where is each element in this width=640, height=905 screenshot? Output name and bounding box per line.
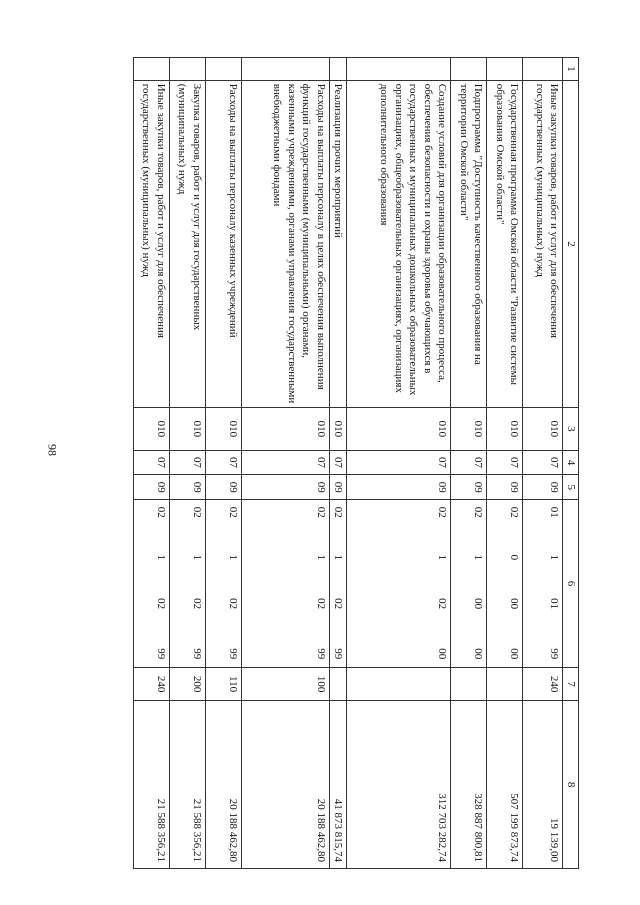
target-article-code (547, 500, 562, 667)
section-code-cell: 07 (205, 450, 241, 475)
target-article-cell (169, 500, 205, 668)
header-col-3: 3 (563, 408, 579, 450)
expense-type-cell: 100 (241, 667, 329, 701)
expense-type-cell: 240 (523, 667, 563, 701)
expense-type-cell: 110 (205, 667, 241, 701)
table-row (487, 58, 523, 869)
target-article-cell (205, 500, 241, 668)
target-article-part: 02 (436, 506, 449, 518)
row-number-cell (169, 58, 205, 81)
target-article-part: 1 (332, 554, 345, 561)
section-code-cell: 07 (523, 450, 563, 475)
target-article-part: 1 (314, 554, 327, 561)
subsection-code-cell: 09 (329, 475, 347, 500)
header-row (563, 58, 579, 869)
amount-value: 21 588 356,21 (190, 798, 203, 862)
amount-value: 21 588 356,21 (154, 798, 167, 862)
header-col-7: 7 (563, 667, 579, 701)
amount-value: 20 188 462,80 (314, 798, 327, 862)
item-name-cell: Иные закупки товаров, работ и услуг для обеспечения государственных (муниципальных) нужд (523, 80, 563, 408)
target-article-part: 00 (436, 648, 449, 660)
target-article-code (153, 500, 168, 667)
amount-value: 41 873 815,74 (332, 798, 345, 862)
row-number-cell (241, 58, 329, 81)
grbs-code-cell: 010 (169, 408, 205, 450)
target-article-part: 02 (436, 598, 449, 610)
grbs-code-cell: 010 (451, 408, 487, 450)
target-article-code (225, 500, 240, 667)
amount-value: 312 703 282,74 (436, 793, 449, 862)
header-col-5: 5 (563, 475, 579, 500)
target-article-cell (241, 500, 329, 668)
item-name-cell: Подпрограмма "Доступность качественного образования на территории Омской области" (451, 80, 487, 408)
header-col-1: 1 (563, 58, 579, 81)
row-number-cell (347, 58, 451, 81)
expense-type-cell: 200 (169, 667, 205, 701)
target-article-part: 02 (314, 506, 327, 518)
amount-cell (133, 701, 169, 869)
expense-type-cell (487, 667, 523, 701)
target-article-part: 1 (154, 554, 167, 561)
table-row (133, 58, 169, 869)
subsection-code-cell: 09 (451, 475, 487, 500)
expense-type-cell: 240 (133, 667, 169, 701)
table-row (523, 58, 563, 869)
amount-cell (329, 701, 347, 869)
subsection-code-cell: 09 (241, 475, 329, 500)
row-number-cell (133, 58, 169, 81)
budget-table-sheet (72, 57, 579, 869)
target-article-part: 1 (226, 554, 239, 561)
row-number-cell (205, 58, 241, 81)
row-number-cell (523, 58, 563, 81)
target-article-part: 02 (332, 598, 345, 610)
header-col-6: 6 (563, 500, 579, 668)
section-code-cell: 07 (329, 450, 347, 475)
target-article-part: 1 (472, 554, 485, 561)
target-article-part: 02 (154, 598, 167, 610)
row-number-cell (329, 58, 347, 81)
table-row (169, 58, 205, 869)
item-name-cell: Реализация прочих мероприятий (329, 80, 347, 408)
target-article-cell (523, 500, 563, 668)
target-article-part: 02 (332, 506, 345, 518)
subsection-code-cell: 09 (487, 475, 523, 500)
target-article-part: 02 (190, 598, 203, 610)
target-article-part: 99 (154, 648, 167, 660)
section-code-cell: 07 (487, 450, 523, 475)
header-col-4: 4 (563, 450, 579, 475)
target-article-code (507, 500, 522, 667)
amount-cell (169, 701, 205, 869)
target-article-part: 02 (508, 506, 521, 518)
target-article-part: 99 (226, 648, 239, 660)
subsection-code-cell: 09 (205, 475, 241, 500)
target-article-part: 99 (314, 648, 327, 660)
budget-table-body (133, 58, 578, 869)
grbs-code-cell: 010 (487, 408, 523, 450)
item-name-cell: Государственная программа Омской области "Развитие системы образования Омской области" (487, 80, 523, 408)
target-article-part: 1 (436, 554, 449, 561)
item-name-cell: Иные закупки товаров, работ и услуг для обеспечения государственных (муниципальных) нужд (133, 80, 169, 408)
row-number-cell (451, 58, 487, 81)
amount-cell (241, 701, 329, 869)
item-name-cell: Расходы на выплаты персоналу казенных учреждений (205, 80, 241, 408)
grbs-code-cell: 010 (133, 408, 169, 450)
amount-value: 19 139,00 (548, 818, 561, 862)
subsection-code-cell: 09 (169, 475, 205, 500)
section-code-cell: 07 (169, 450, 205, 475)
target-article-part: 02 (190, 506, 203, 518)
row-number-cell (487, 58, 523, 81)
target-article-part: 1 (548, 554, 561, 561)
target-article-part: 00 (508, 648, 521, 660)
target-article-part: 99 (332, 648, 345, 660)
table-row (347, 58, 451, 869)
section-code-cell: 07 (347, 450, 451, 475)
target-article-part: 0 (508, 554, 521, 561)
target-article-part: 1 (190, 554, 203, 561)
subsection-code-cell: 09 (347, 475, 451, 500)
budget-table (133, 57, 579, 869)
expense-type-cell (347, 667, 451, 701)
target-article-part: 01 (548, 506, 561, 518)
amount-cell (523, 701, 563, 869)
target-article-part: 00 (508, 598, 521, 610)
table-row (451, 58, 487, 869)
target-article-code (313, 500, 328, 667)
section-code-cell: 07 (133, 450, 169, 475)
target-article-code (435, 500, 450, 667)
grbs-code-cell: 010 (241, 408, 329, 450)
amount-value: 328 887 800,81 (472, 793, 485, 862)
header-col-8: 8 (563, 701, 579, 869)
page-number: 98 (45, 444, 60, 456)
target-article-part: 02 (154, 506, 167, 518)
target-article-part: 99 (548, 648, 561, 660)
target-article-part: 02 (314, 598, 327, 610)
target-article-part: 02 (226, 598, 239, 610)
item-name-cell: Закупка товаров, работ и услуг для государственных (муниципальных) нужд (169, 80, 205, 408)
expense-type-cell (451, 667, 487, 701)
target-article-cell (133, 500, 169, 668)
table-row (329, 58, 347, 869)
subsection-code-cell: 09 (133, 475, 169, 500)
target-article-cell (487, 500, 523, 668)
target-article-part: 02 (226, 506, 239, 518)
grbs-code-cell: 010 (329, 408, 347, 450)
amount-cell (205, 701, 241, 869)
table-row (205, 58, 241, 869)
target-article-cell (451, 500, 487, 668)
expense-type-cell (329, 667, 347, 701)
item-name-cell: Создание условий для организации образовательного процесса, обеспечения безопасности и охраны здоровья обучающихся в государственных и муниципальных дошкольных образовательных организациях, общеобразовательных организациях, организациях дополнительного образования (347, 80, 451, 408)
section-code-cell: 07 (451, 450, 487, 475)
section-code-cell: 07 (241, 450, 329, 475)
target-article-part: 02 (472, 506, 485, 518)
target-article-part: 00 (472, 598, 485, 610)
amount-cell (487, 701, 523, 869)
target-article-part: 99 (190, 648, 203, 660)
target-article-code (471, 500, 486, 667)
amount-cell (347, 701, 451, 869)
table-row (241, 58, 329, 869)
target-article-part: 01 (548, 598, 561, 610)
amount-value: 20 188 462,80 (226, 798, 239, 862)
amount-value: 507 199 873,74 (508, 793, 521, 862)
target-article-cell (329, 500, 347, 668)
grbs-code-cell: 010 (347, 408, 451, 450)
target-article-code (331, 500, 346, 667)
item-name-cell: Расходы на выплаты персоналу в целях обеспечения выполнения функций государственными (муниципальными) органами, казенными учреждениями, органами управления государственными внебюджетными фондами (241, 80, 329, 408)
grbs-code-cell: 010 (205, 408, 241, 450)
target-article-part: 00 (472, 648, 485, 660)
target-article-cell (347, 500, 451, 668)
grbs-code-cell: 010 (523, 408, 563, 450)
subsection-code-cell: 09 (523, 475, 563, 500)
amount-cell (451, 701, 487, 869)
target-article-code (189, 500, 204, 667)
header-col-2: 2 (563, 80, 579, 408)
